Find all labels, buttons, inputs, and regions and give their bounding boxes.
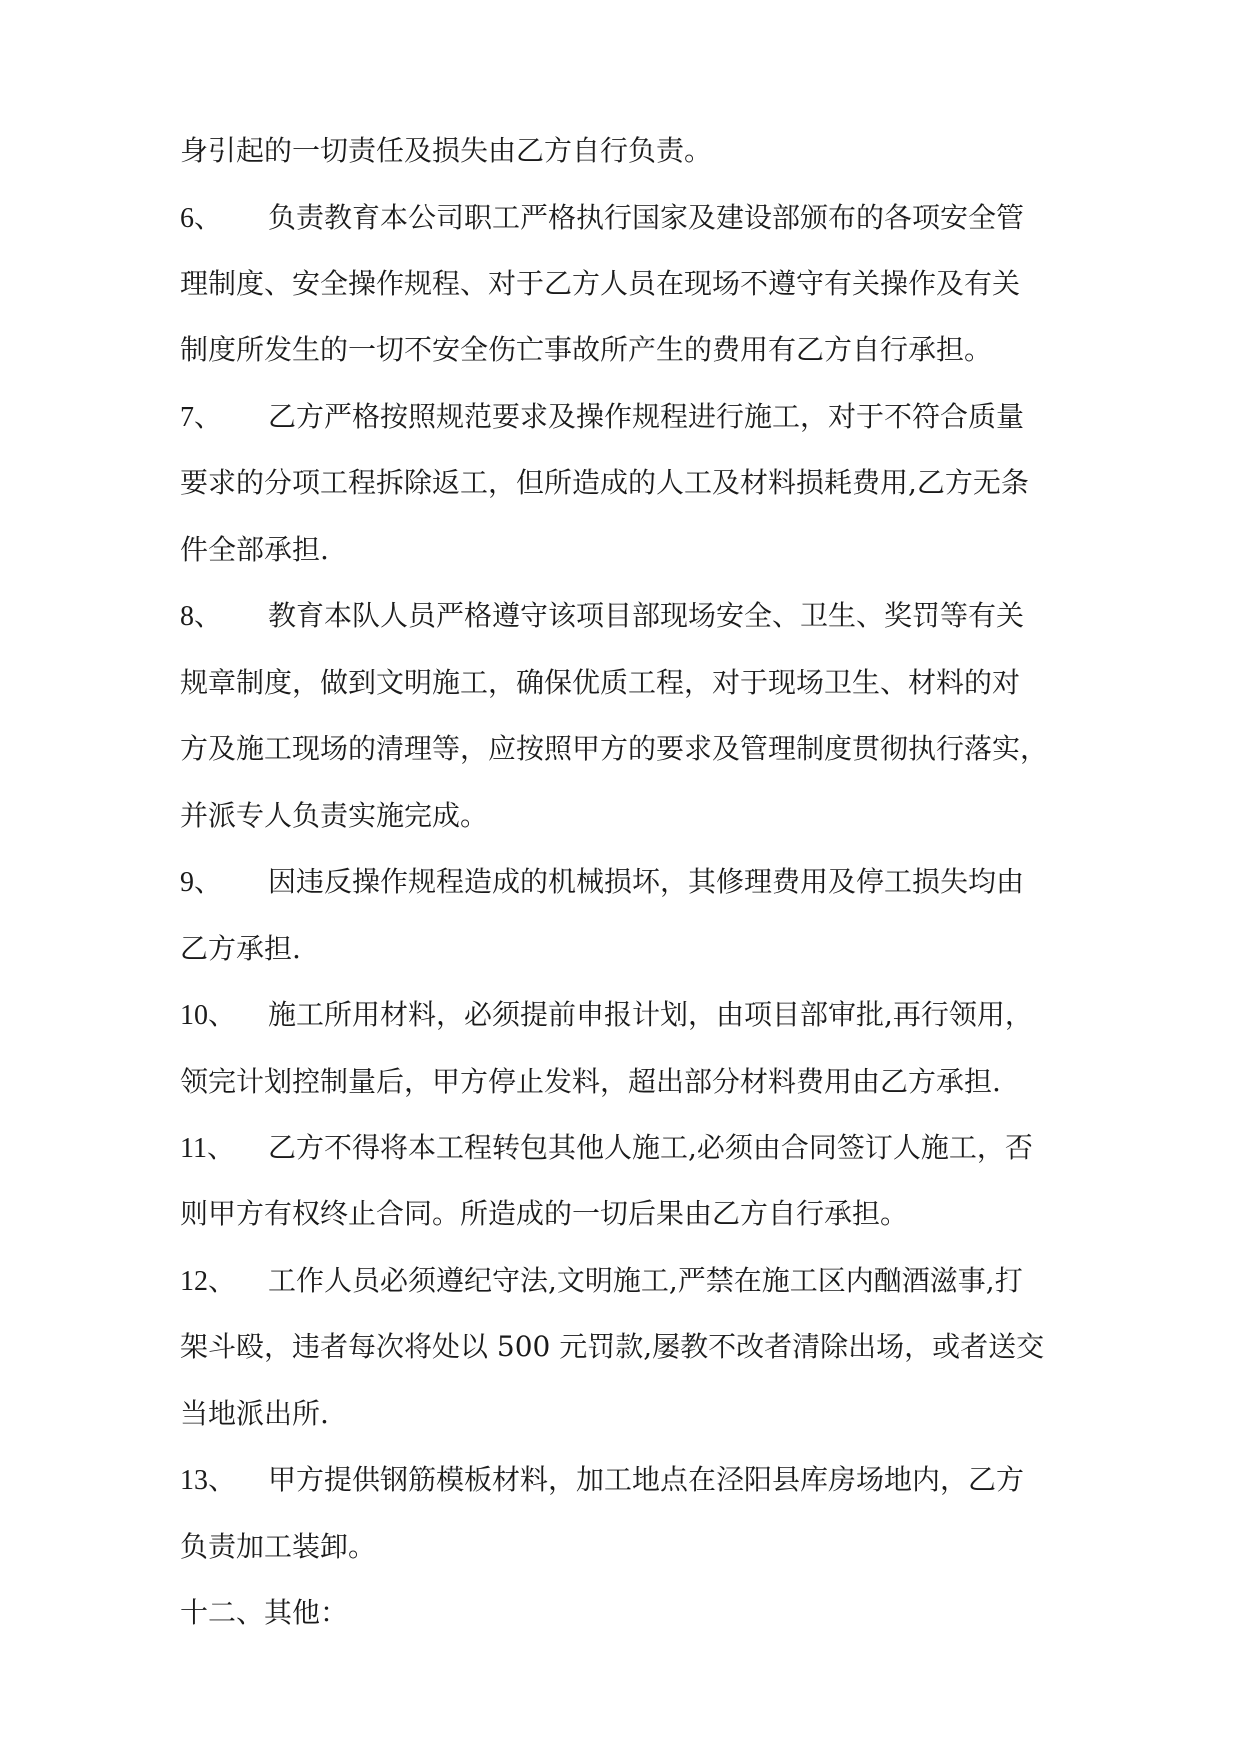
- carry-over-line: 身引起的一切责任及损失由乙方自行负责。: [180, 134, 713, 167]
- clause-11-first-line: [180, 1131, 1033, 1165]
- clause-6-first-line: [180, 201, 1024, 235]
- clause-6-line: 制度所发生的一切不安全伤亡事故所产生的费用有乙方自行承担。: [180, 333, 993, 366]
- clause-9-line: 乙方承担.: [180, 932, 301, 965]
- clause-8-line: 并派专人负责实施完成。: [180, 799, 489, 832]
- clause-7-line: 件全部承担.: [180, 533, 329, 566]
- clause-number: 6、: [180, 203, 223, 234]
- clause-number: 11、: [180, 1133, 235, 1164]
- clause-number: 9、: [180, 867, 223, 898]
- clause-12-line: 架斗殴，违者每次将处以 500 元罚款,屡教不改者清除出场，或者送交: [180, 1330, 1045, 1363]
- clause-12-line: 当地派出所.: [180, 1397, 329, 1430]
- clause-text: 甲方提供钢筋模板材料，加工地点在泾阳县库房场地内，乙方: [268, 1463, 1025, 1496]
- clause-8-line: 方及施工现场的清理等，应按照甲方的要求及管理制度贯彻执行落实，: [180, 732, 1049, 765]
- clause-13-line: 负责加工装卸。: [180, 1530, 377, 1563]
- clause-7-first-line: [180, 400, 1024, 434]
- clause-text: 施工所用材料，必须提前申报计划，由项目部审批,再行领用，: [268, 998, 1033, 1031]
- clause-8-line: 规章制度，做到文明施工，确保优质工程，对于现场卫生、材料的对: [180, 666, 1021, 699]
- clause-text: 因违反操作规程造成的机械损坏，其修理费用及停工损失均由: [268, 865, 1025, 898]
- clause-11-line: 则甲方有权终止合同。所造成的一切后果由乙方自行承担。: [180, 1197, 909, 1230]
- clause-number: 10、: [180, 1000, 237, 1031]
- clause-7-line: 要求的分项工程拆除返工，但所造成的人工及材料损耗费用,乙方无条: [180, 466, 1029, 499]
- clause-9-first-line: [180, 865, 1024, 899]
- clause-number: 7、: [180, 402, 223, 433]
- section-heading: 十二、其他：: [180, 1596, 349, 1629]
- clause-text: 工作人员必须遵纪守法,文明施工,严禁在施工区内酗酒滋事,打: [268, 1264, 1023, 1297]
- clause-text: 乙方不得将本工程转包其他人施工,必须由合同签订人施工，否: [268, 1131, 1033, 1164]
- clause-number: 12、: [180, 1266, 237, 1297]
- clause-text: 乙方严格按照规范要求及操作规程进行施工，对于不符合质量: [268, 400, 1025, 433]
- clause-12-first-line: [180, 1264, 1023, 1298]
- clause-number: 13、: [180, 1465, 237, 1496]
- clause-10-line: 领完计划控制量后，甲方停止发料，超出部分材料费用由乙方承担.: [180, 1065, 1001, 1098]
- clause-text: 教育本队人员严格遵守该项目部现场安全、卫生、奖罚等有关: [268, 599, 1025, 632]
- clause-6-line: 理制度、安全操作规程、对于乙方人员在现场不遵守有关操作及有关: [180, 267, 1021, 300]
- clause-text: 负责教育本公司职工严格执行国家及建设部颁布的各项安全管: [268, 201, 1025, 234]
- clause-8-first-line: [180, 599, 1024, 633]
- clause-10-first-line: [180, 998, 1033, 1032]
- clause-13-first-line: [180, 1463, 1024, 1497]
- clause-number: 8、: [180, 601, 223, 632]
